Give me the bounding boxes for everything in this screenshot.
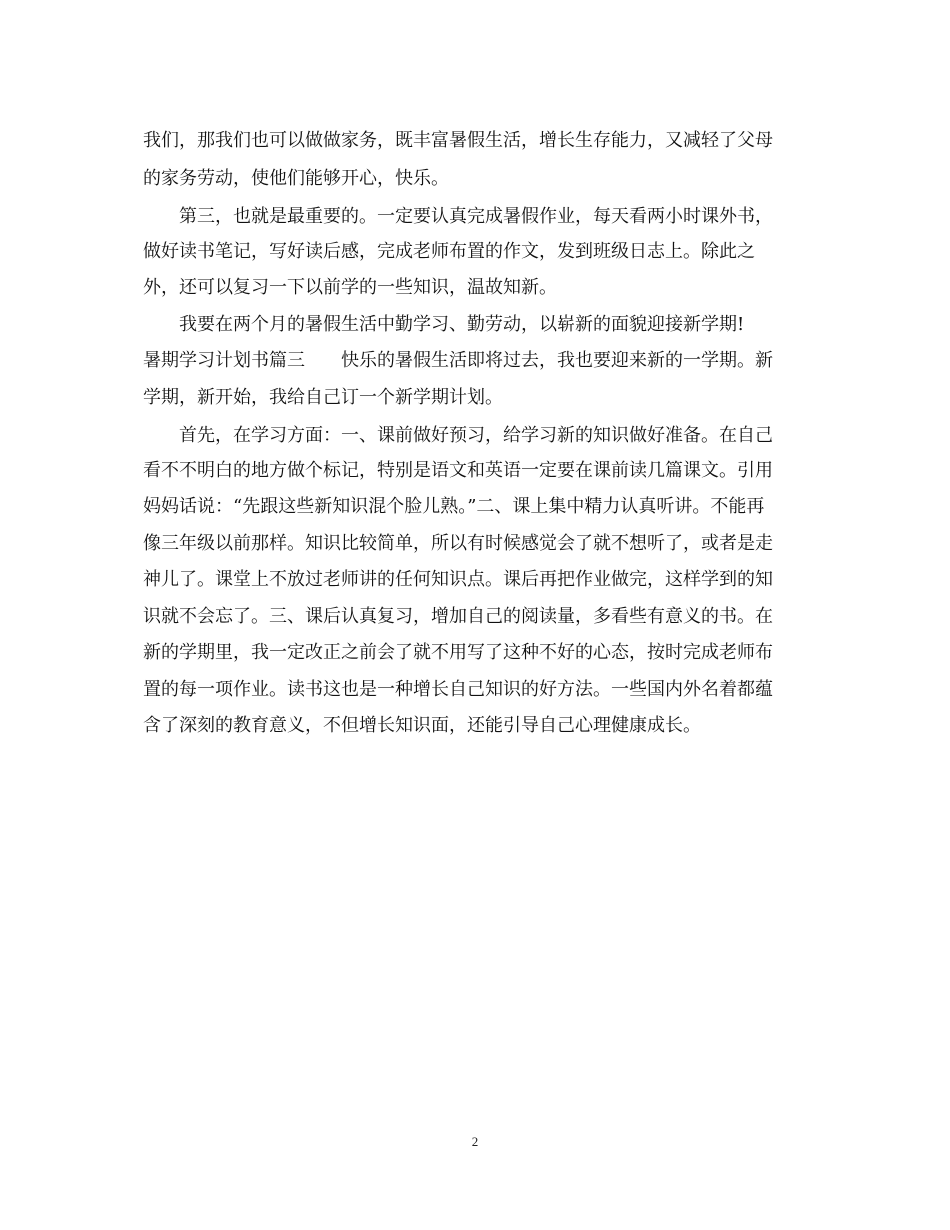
text-line: 含了深刻的教育意义，不但增长知识面，还能引导自己心理健康成长。 — [143, 715, 701, 736]
text-line: 妈妈话说：“先跟这些新知识混个脸儿熟。”二、课上集中精力认真听讲。不能再 — [143, 496, 765, 517]
text-line: 新的学期里，我一定改正之前会了就不用写了这种不好的心态，按时完成老师布 — [143, 642, 773, 663]
text-line: 外，还可以复习一下以前学的一些知识，温故知新。 — [143, 277, 557, 298]
text-line: 神儿了。课堂上不放过老师讲的任何知识点。课后再把作业做完，这样学到的知 — [143, 569, 773, 590]
text-line: 识就不会忘了。三、课后认真复习，增加自己的阅读量，多看些有意义的书。在 — [143, 606, 773, 627]
text-line: 学期，新开始，我给自己订一个新学期计划。 — [143, 387, 503, 408]
text-line: 首先，在学习方面：一、课前做好预习，给学习新的知识做好准备。在自己 — [143, 425, 773, 446]
text-line: 置的每一项作业。读书这也是一种增长自己知识的好方法。一些国内外名着都蕴 — [143, 679, 773, 700]
text-line: 我们，那我们也可以做做家务，既丰富暑假生活，增长生存能力，又减轻了父母 — [143, 130, 773, 151]
page-number: 2 — [471, 1134, 479, 1149]
text-line: 暑期学习计划书篇三 快乐的暑假生活即将过去，我也要迎来新的一学期。新 — [143, 350, 773, 371]
text-line: 做好读书笔记，写好读后感，完成老师布置的作文，发到班级日志上。除此之 — [143, 241, 755, 262]
text-line: 我要在两个月的暑假生活中勤学习、勤劳动，以崭新的面貌迎接新学期! — [143, 314, 745, 335]
text-line: 的家务劳动，使他们能够开心，快乐。 — [143, 168, 449, 189]
text-line: 看不不明白的地方做个标记，特别是语文和英语一定要在课前读几篇课文。引用 — [143, 460, 773, 481]
text-line: 像三年级以前那样。知识比较简单，所以有时候感觉会了就不想听了，或者是走 — [143, 533, 773, 554]
text-line: 第三，也就是最重要的。一定要认真完成暑假作业，每天看两小时课外书， — [143, 206, 773, 227]
